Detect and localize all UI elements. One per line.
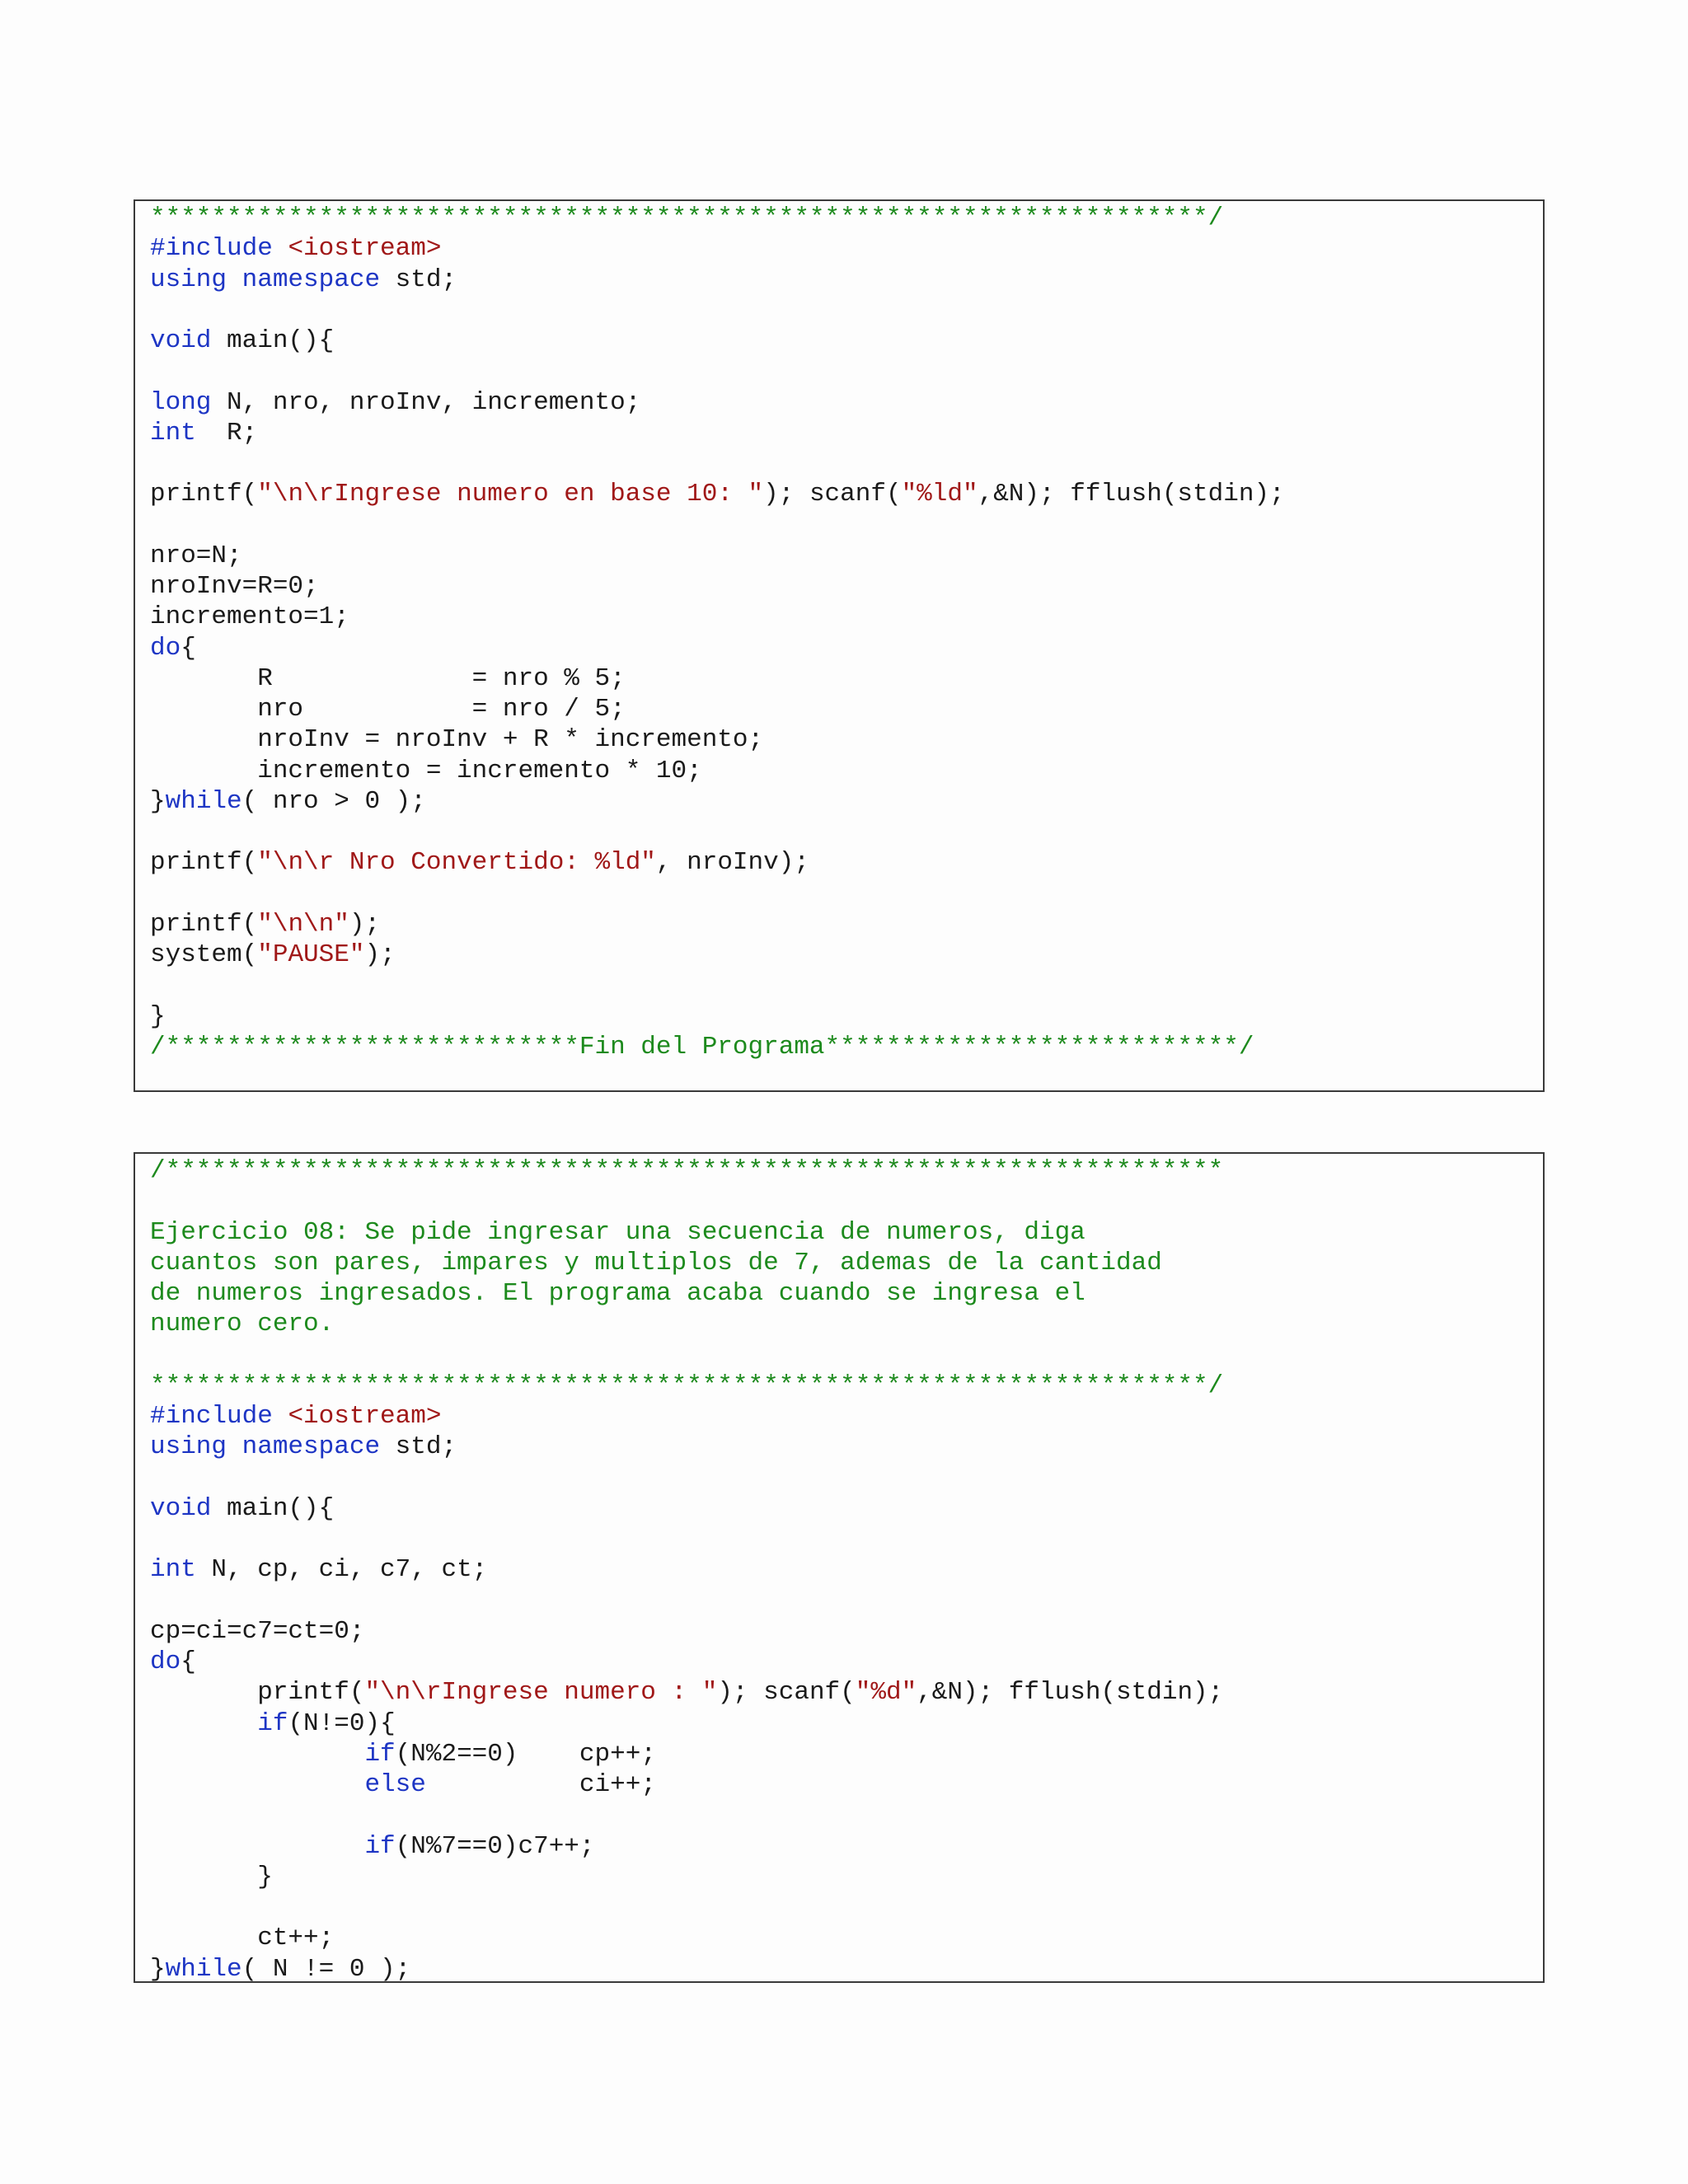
code-token-plain: cp=ci=c7=ct=0; xyxy=(150,1616,365,1646)
code-token-plain: nro=N; xyxy=(150,541,242,570)
code-token-plain xyxy=(227,265,242,294)
code-line xyxy=(150,387,1285,418)
code-listing-2 xyxy=(150,1155,1223,1983)
code-token-plain: system( xyxy=(150,940,258,969)
code-line xyxy=(150,356,1285,387)
code-token-cmt: /********************************************************************* xyxy=(150,1156,1224,1185)
code-line xyxy=(150,233,1285,264)
code-token-kw: int xyxy=(150,1555,196,1585)
code-token-kw: if xyxy=(364,1831,396,1861)
code-line xyxy=(150,203,1285,233)
code-token-pre: #include xyxy=(150,1402,288,1431)
code-line xyxy=(150,694,1285,724)
code-token-plain: ct++; xyxy=(150,1924,335,1953)
code-line xyxy=(150,1463,1223,1493)
code-token-plain: N, cp, ci, c7, ct; xyxy=(195,1555,488,1585)
code-token-plain: (N%7==0)c7++; xyxy=(395,1831,595,1861)
code-line xyxy=(150,1493,1223,1524)
code-token-plain: { xyxy=(181,1647,196,1676)
code-token-plain: incremento = incremento * 10; xyxy=(150,756,702,785)
code-token-plain: nro = nro / 5; xyxy=(150,695,626,724)
code-line xyxy=(150,602,1285,632)
code-token-str: "%ld" xyxy=(901,480,978,509)
code-token-kw: if xyxy=(257,1708,288,1738)
code-token-str: "%d" xyxy=(855,1678,917,1708)
code-line xyxy=(150,326,1285,356)
code-line xyxy=(150,1647,1223,1677)
code-token-kw: else xyxy=(364,1770,426,1799)
code-token-str: "\n\rIngrese numero : " xyxy=(364,1678,718,1708)
code-token-plain: R; xyxy=(195,418,258,448)
code-token-plain: printf( xyxy=(150,480,258,509)
code-token-plain xyxy=(150,1709,257,1738)
code-token-plain: (N!=0){ xyxy=(288,1708,396,1738)
code-token-str: "\n\rIngrese numero en base 10: " xyxy=(257,480,764,509)
code-line xyxy=(150,724,1285,755)
code-token-plain: ,&N); fflush(stdin); xyxy=(978,480,1285,509)
code-token-cmt: cuantos son pares, impares y multiplos de 7, ademas de la cantidad xyxy=(150,1248,1162,1277)
code-token-plain: printf( xyxy=(150,848,258,878)
code-line xyxy=(150,1401,1223,1432)
code-line xyxy=(150,1616,1223,1647)
code-line xyxy=(150,817,1285,847)
code-block-1 xyxy=(134,199,1545,1092)
code-line xyxy=(150,940,1285,970)
code-token-plain: incremento=1; xyxy=(150,602,349,632)
code-token-plain: printf( xyxy=(150,1678,365,1708)
code-token-plain: ( N != 0 ); xyxy=(241,1954,411,1983)
code-line xyxy=(150,1554,1223,1585)
code-token-plain xyxy=(150,1832,364,1861)
code-token-plain: } xyxy=(150,1001,166,1031)
code-line xyxy=(150,1001,1285,1032)
code-token-plain: main(){ xyxy=(211,1493,335,1523)
code-token-cmt: *********************************************************************/ xyxy=(150,1371,1224,1400)
code-line xyxy=(150,1032,1285,1062)
code-line xyxy=(150,1524,1223,1554)
code-line xyxy=(150,1371,1223,1401)
code-line xyxy=(150,448,1285,479)
code-token-plain: N, nro, nroInv, incremento; xyxy=(211,387,641,417)
code-line xyxy=(150,786,1285,817)
code-token-plain: ); scanf( xyxy=(717,1678,856,1708)
code-token-kw: do xyxy=(150,633,181,663)
code-token-plain: ); scanf( xyxy=(763,480,902,509)
code-token-plain xyxy=(150,1770,364,1799)
code-line xyxy=(150,265,1285,295)
code-token-plain: } xyxy=(150,1954,166,1983)
code-token-plain: ); xyxy=(364,940,396,969)
code-token-kw: if xyxy=(364,1739,396,1769)
code-token-plain xyxy=(227,1432,242,1461)
code-token-kw: void xyxy=(150,1493,212,1523)
code-listing-1 xyxy=(150,203,1285,1062)
code-line xyxy=(150,1954,1223,1984)
code-token-str: "PAUSE" xyxy=(257,940,365,969)
code-token-pre: #include xyxy=(150,234,288,264)
code-token-plain: { xyxy=(181,633,196,663)
code-token-kw: using xyxy=(150,1432,227,1462)
code-line xyxy=(150,1309,1223,1339)
code-token-cmt: de numeros ingresados. El programa acaba cuando se ingresa el xyxy=(150,1279,1085,1308)
code-line xyxy=(150,1340,1223,1371)
code-line xyxy=(150,1248,1223,1278)
code-line xyxy=(150,1862,1223,1892)
code-token-plain: ci++; xyxy=(425,1770,656,1799)
code-token-plain: nroInv = nroInv + R * incremento; xyxy=(150,725,764,755)
code-token-kw: void xyxy=(150,326,212,355)
code-token-plain: } xyxy=(150,786,166,816)
code-token-kw: do xyxy=(150,1647,181,1676)
code-line xyxy=(150,1186,1223,1216)
code-token-plain: R = nro % 5; xyxy=(150,663,626,693)
code-token-plain: } xyxy=(150,1862,273,1891)
code-token-plain: std; xyxy=(380,1432,457,1462)
code-line xyxy=(150,879,1285,909)
code-line xyxy=(150,1831,1223,1862)
code-token-cmt: numero cero. xyxy=(150,1310,335,1339)
code-token-plain xyxy=(150,1740,364,1769)
code-line xyxy=(150,1769,1223,1800)
code-line xyxy=(150,1923,1223,1953)
code-token-kw: namespace xyxy=(241,265,381,294)
code-line xyxy=(150,571,1285,602)
code-line xyxy=(150,633,1285,663)
code-line xyxy=(150,1892,1223,1923)
code-line xyxy=(150,756,1285,786)
code-token-plain: ,&N); fflush(stdin); xyxy=(917,1678,1224,1708)
code-line xyxy=(150,1677,1223,1708)
code-token-str: "\n\n" xyxy=(257,909,349,939)
code-line xyxy=(150,1432,1223,1462)
code-line xyxy=(150,1708,1223,1739)
code-line xyxy=(150,970,1285,1001)
code-token-kw: int xyxy=(150,418,196,448)
code-token-kw: using xyxy=(150,265,227,294)
code-token-cmt: /***************************Fin del Programa***************************/ xyxy=(150,1032,1254,1062)
code-line xyxy=(150,1586,1223,1616)
code-block-2 xyxy=(134,1152,1545,1983)
code-token-str: "\n\r Nro Convertido: %ld" xyxy=(257,848,656,878)
code-token-cmt: *********************************************************************/ xyxy=(150,204,1224,232)
code-token-plain: ); xyxy=(349,909,381,939)
code-line xyxy=(150,418,1285,448)
code-token-kw: while xyxy=(165,1954,242,1983)
code-line xyxy=(150,1278,1223,1309)
code-line xyxy=(150,909,1285,940)
code-line xyxy=(150,1739,1223,1769)
code-line xyxy=(150,510,1285,541)
code-token-plain: main(){ xyxy=(211,326,335,355)
code-line xyxy=(150,1155,1223,1186)
code-line xyxy=(150,1800,1223,1830)
code-token-kw: long xyxy=(150,387,212,417)
code-token-kw: namespace xyxy=(241,1432,381,1462)
code-line xyxy=(150,295,1285,326)
code-token-plain: printf( xyxy=(150,909,258,939)
code-token-plain: , nroInv); xyxy=(655,848,809,878)
code-token-plain: (N%2==0) cp++; xyxy=(395,1739,656,1769)
code-line xyxy=(150,541,1285,571)
code-token-plain: ( nro > 0 ); xyxy=(241,786,426,816)
code-token-str: <iostream> xyxy=(288,1402,442,1431)
code-line xyxy=(150,663,1285,694)
code-token-str: <iostream> xyxy=(288,234,442,264)
code-line xyxy=(150,847,1285,878)
code-token-kw: while xyxy=(165,786,242,816)
code-token-cmt: Ejercicio 08: Se pide ingresar una secuencia de numeros, diga xyxy=(150,1217,1085,1247)
code-line xyxy=(150,479,1285,509)
code-token-plain: nroInv=R=0; xyxy=(150,572,319,601)
code-line xyxy=(150,1217,1223,1248)
code-token-plain: std; xyxy=(380,265,457,294)
